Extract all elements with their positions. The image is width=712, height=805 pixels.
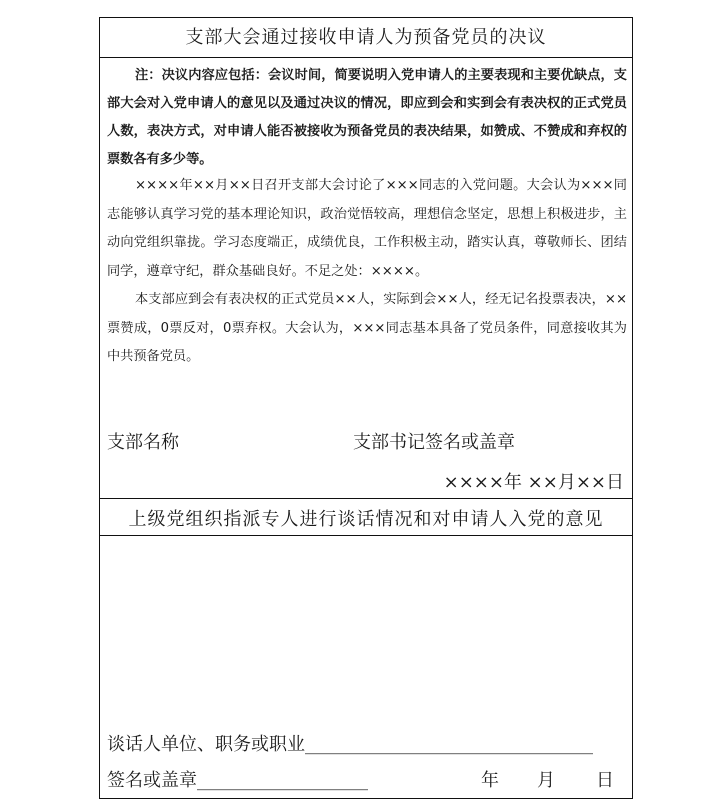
interview-title-divider (100, 535, 632, 536)
signature-blank-line[interactable]: ___________________ (197, 770, 368, 791)
signature-field[interactable] (107, 766, 368, 792)
signature-label: 签名或盖章 (107, 770, 197, 791)
interview-date-day: 日 (596, 770, 614, 791)
resolution-paragraph-2: 本支部应到会有表决权的正式党员××人，实际到会××人，经无记名投票表决，××票赞成，0票反对，0票弃权。大会认为，×××同志基本具备了党员条件，同意接收其为中共预备党员。 (107, 292, 627, 364)
section-divider (100, 498, 632, 499)
instruction-note: 注：决议内容应包括：会议时间，简要说明入党申请人的主要表现和主要优缺点，支部大会对入党申请人的意见以及通过决议的情况，即应到会和实到会有表决权的正式党员人数，表决方式，对申请人能否被接收为预备党员的表决结果，如赞成、不赞成和弃权的票数各有多少等。 (107, 68, 627, 167)
interview-date-month: 月 (537, 770, 555, 791)
interviewer-blank-line[interactable]: ________________________________ (305, 734, 593, 755)
interviewer-label: 谈话人单位、职务或职业 (107, 734, 305, 755)
title-divider (100, 57, 632, 58)
resolution-form (99, 17, 633, 799)
branch-name-label: 支部名称 (107, 432, 179, 453)
interview-date-year: 年 (481, 770, 499, 791)
interviewer-field[interactable] (107, 730, 593, 756)
interview-section-title: 上级党组织指派专人进行谈话情况和对申请人入党的意见 (128, 509, 604, 530)
secretary-signature-label: 支部书记签名或盖章 (353, 432, 515, 453)
resolution-section-title: 支部大会通过接收申请人为预备党员的决议 (185, 27, 547, 48)
resolution-paragraph-1: ××××年××月××日召开支部大会讨论了×××同志的入党问题。大会认为×××同志能够认真学习党的基本理论知识，政治觉悟较高，理想信念坚定，思想上积极进步，主动向党组织靠拢。学习态度端正，成绩优良，工作积极主动，踏实认真，尊敬师长、团结同学，遵章守纪，群众基础良好。不足之处：××××。 (107, 178, 627, 279)
resolution-date: ××××年 ××月××日 (443, 472, 624, 493)
